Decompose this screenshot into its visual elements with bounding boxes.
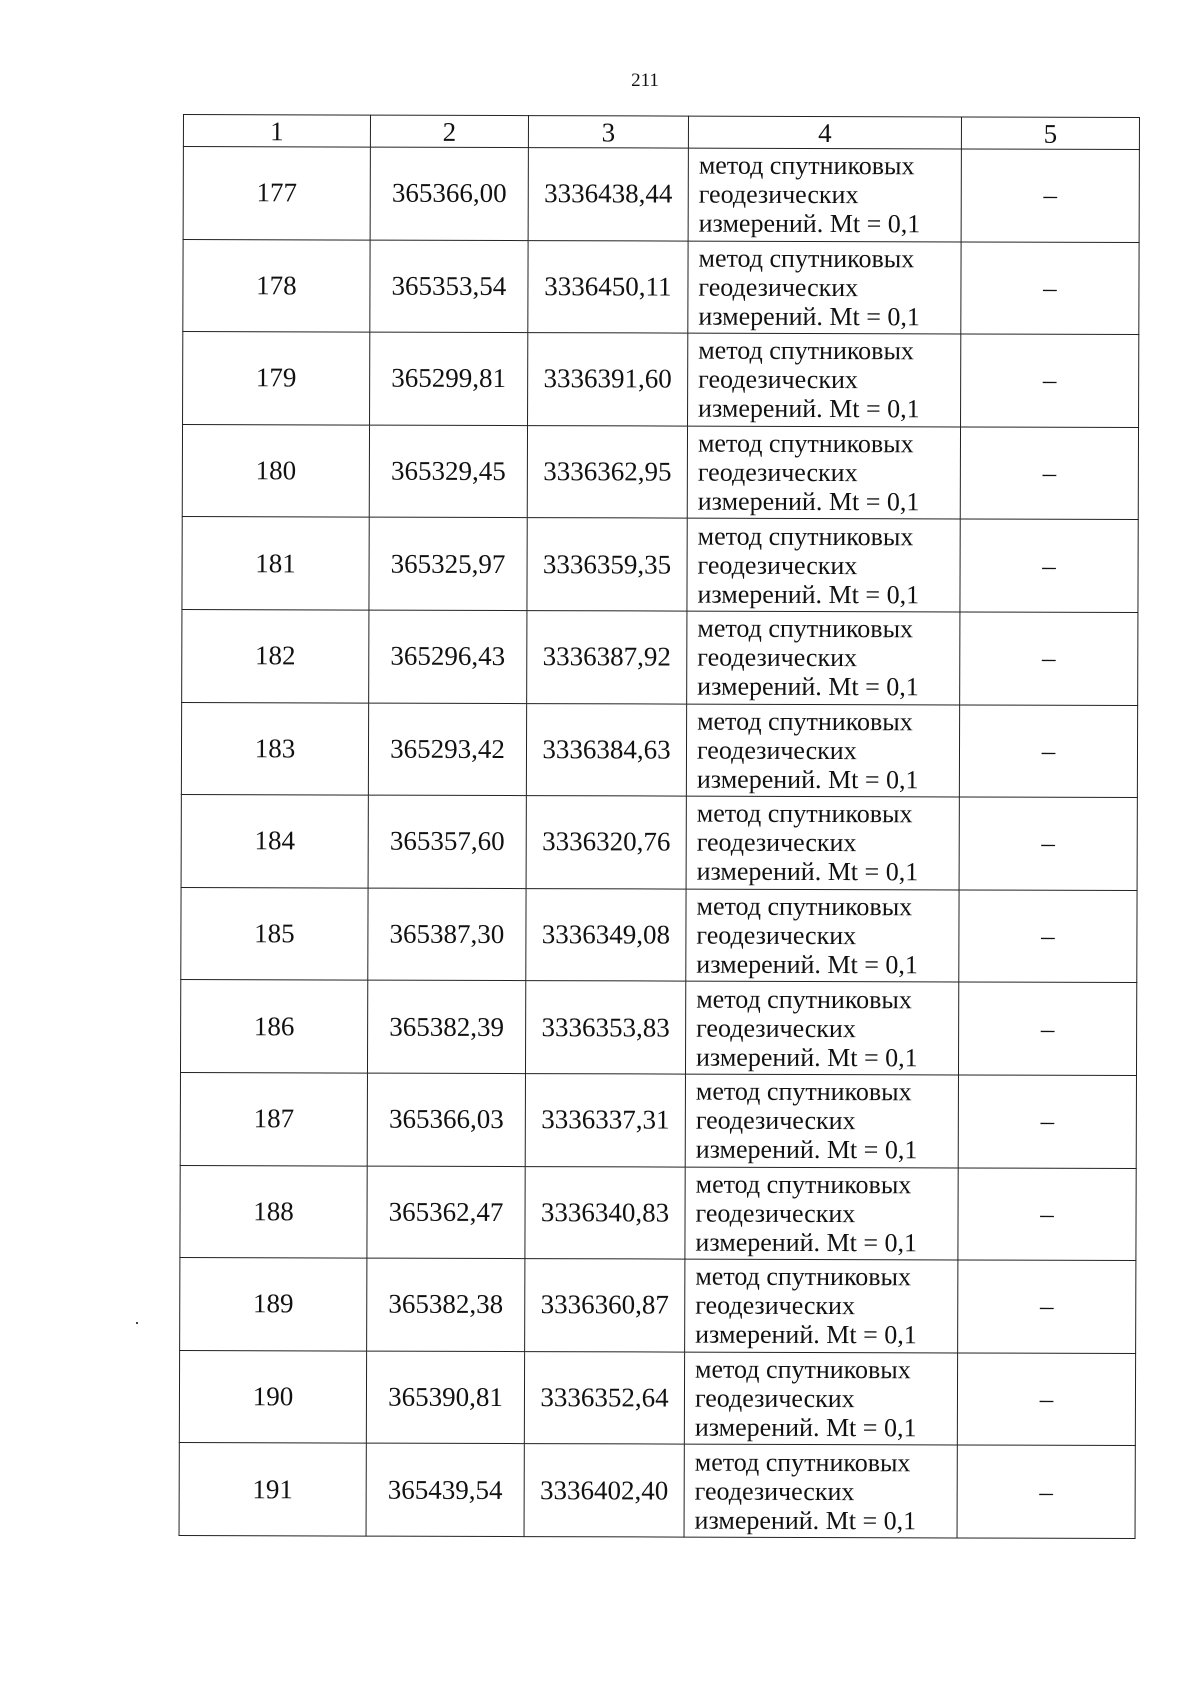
y-coordinate-cell: 3336349,08 bbox=[526, 888, 686, 981]
x-coordinate-cell: 365439,54 bbox=[366, 1443, 524, 1536]
method-line: измерений. Mt = 0,1 bbox=[696, 949, 918, 980]
header-col-1: 1 bbox=[183, 115, 370, 148]
method-line: геодезических bbox=[696, 920, 857, 951]
y-coordinate-cell: 3336360,87 bbox=[525, 1259, 685, 1352]
x-coordinate-cell: 365293,42 bbox=[368, 703, 526, 796]
y-coordinate-cell: 3336320,76 bbox=[526, 796, 686, 889]
point-number-cell: 188 bbox=[180, 1165, 367, 1258]
method-line: геодезических bbox=[697, 550, 858, 580]
y-coordinate-cell: 3336340,83 bbox=[525, 1166, 685, 1259]
x-coordinate-cell: 365299,81 bbox=[370, 332, 528, 425]
x-coordinate-cell: 365357,60 bbox=[368, 795, 526, 888]
point-number-cell: 186 bbox=[180, 980, 367, 1073]
scan-speck bbox=[136, 1322, 138, 1324]
note-cell: – bbox=[960, 519, 1138, 612]
x-coordinate-cell: 365362,47 bbox=[367, 1166, 525, 1259]
x-coordinate-cell: 365325,97 bbox=[369, 517, 527, 610]
note-cell: – bbox=[958, 1260, 1136, 1353]
method-line: метод спутниковых bbox=[696, 891, 913, 922]
y-coordinate-cell: 3336352,64 bbox=[524, 1351, 684, 1444]
method-cell bbox=[687, 426, 960, 519]
method-line: геодезических bbox=[694, 1476, 855, 1506]
note-cell: – bbox=[958, 1167, 1136, 1260]
x-coordinate-cell: 365366,03 bbox=[367, 1073, 525, 1166]
point-number-cell: 183 bbox=[181, 702, 368, 795]
method-line: метод спутниковых bbox=[696, 984, 912, 1014]
y-coordinate-cell: 3336450,11 bbox=[528, 240, 688, 333]
method-line: метод спутниковых bbox=[698, 150, 915, 181]
note-cell: – bbox=[961, 149, 1139, 242]
method-line: измерений. Mt = 0,1 bbox=[698, 301, 921, 332]
table-row bbox=[180, 1165, 1136, 1261]
point-number-cell: 189 bbox=[180, 1258, 367, 1351]
method-cell bbox=[685, 1259, 958, 1352]
note-cell: – bbox=[960, 427, 1138, 520]
table-row bbox=[182, 424, 1138, 520]
note-cell: – bbox=[959, 797, 1137, 890]
method-cell bbox=[687, 518, 960, 611]
x-coordinate-cell: 365382,39 bbox=[367, 980, 525, 1073]
note-cell: – bbox=[959, 890, 1137, 983]
method-line: измерений. Mt = 0,1 bbox=[697, 486, 920, 517]
table-header bbox=[183, 115, 1139, 150]
method-line: метод спутниковых bbox=[697, 613, 914, 644]
table-body bbox=[179, 147, 1139, 1539]
method-line: измерений. Mt = 0,1 bbox=[697, 579, 920, 609]
x-coordinate-cell: 365329,45 bbox=[369, 425, 527, 518]
y-coordinate-cell: 3336438,44 bbox=[528, 148, 688, 241]
x-coordinate-cell: 365366,00 bbox=[370, 147, 528, 240]
y-coordinate-cell: 3336387,92 bbox=[527, 611, 687, 704]
header-row bbox=[183, 115, 1139, 150]
method-cell bbox=[688, 241, 961, 334]
method-line: метод спутниковых bbox=[697, 428, 914, 459]
table-row bbox=[181, 887, 1137, 983]
point-number-cell: 185 bbox=[181, 887, 368, 980]
method-line: метод спутниковых bbox=[695, 1354, 911, 1385]
method-cell bbox=[684, 1352, 957, 1445]
method-line: измерений. Mt = 0,1 bbox=[696, 857, 919, 887]
method-cell bbox=[685, 1167, 958, 1260]
y-coordinate-cell: 3336384,63 bbox=[526, 703, 686, 796]
x-coordinate-cell: 365387,30 bbox=[368, 888, 526, 981]
table-row bbox=[181, 795, 1137, 891]
method-line: геодезических bbox=[697, 642, 858, 673]
point-number-cell: 187 bbox=[180, 1072, 367, 1165]
method-cell bbox=[685, 981, 958, 1074]
table-row bbox=[183, 239, 1139, 335]
method-line: измерений. Mt = 0,1 bbox=[698, 394, 920, 424]
note-cell: – bbox=[957, 1445, 1135, 1538]
point-number-cell: 180 bbox=[182, 424, 369, 517]
method-line: метод спутниковых bbox=[697, 706, 913, 737]
x-coordinate-cell: 365353,54 bbox=[370, 240, 528, 333]
method-line: метод спутниковых bbox=[695, 1169, 912, 1200]
method-cell bbox=[688, 148, 961, 241]
method-cell bbox=[684, 1444, 957, 1537]
note-cell: – bbox=[961, 242, 1139, 335]
header-col-4: 4 bbox=[688, 116, 961, 149]
method-line: метод спутниковых bbox=[698, 243, 915, 274]
method-line: геодезических bbox=[696, 1013, 856, 1043]
note-cell: – bbox=[959, 705, 1137, 798]
method-cell bbox=[687, 611, 960, 704]
x-coordinate-cell: 365382,38 bbox=[367, 1258, 525, 1351]
method-line: метод спутниковых bbox=[696, 799, 913, 829]
method-line: геодезических bbox=[695, 1105, 856, 1136]
method-line: геодезических bbox=[695, 1198, 856, 1228]
method-line: измерений. Mt = 0,1 bbox=[696, 764, 919, 795]
method-line: геодезических bbox=[695, 1291, 856, 1321]
header-col-3: 3 bbox=[528, 116, 688, 149]
method-line: измерений. Mt = 0,1 bbox=[695, 1134, 918, 1165]
y-coordinate-cell: 3336359,35 bbox=[527, 518, 687, 611]
table-row bbox=[180, 1258, 1136, 1354]
method-line: измерений. Mt = 0,1 bbox=[695, 1227, 918, 1258]
method-line: измерений. Mt = 0,1 bbox=[695, 1320, 917, 1350]
table-row bbox=[179, 1350, 1135, 1446]
method-line: метод спутниковых bbox=[695, 1076, 912, 1107]
table-row bbox=[182, 609, 1138, 705]
point-number-cell: 181 bbox=[182, 517, 369, 610]
table-row bbox=[182, 517, 1138, 613]
method-line: метод спутниковых bbox=[695, 1262, 912, 1292]
method-line: геодезических bbox=[696, 735, 857, 765]
table-row bbox=[181, 702, 1137, 798]
point-number-cell: 177 bbox=[183, 147, 370, 240]
point-number-cell: 190 bbox=[179, 1350, 366, 1443]
method-line: геодезических bbox=[697, 457, 858, 488]
y-coordinate-cell: 3336353,83 bbox=[525, 981, 685, 1074]
method-cell bbox=[686, 796, 959, 889]
point-number-cell: 179 bbox=[183, 332, 370, 425]
table-row bbox=[183, 147, 1139, 243]
point-number-cell: 182 bbox=[182, 609, 369, 702]
table-row bbox=[180, 1072, 1136, 1168]
point-number-cell: 191 bbox=[179, 1443, 366, 1536]
method-line: геодезических bbox=[698, 179, 859, 210]
header-col-5: 5 bbox=[961, 117, 1139, 150]
method-line: измерений. Mt = 0,1 bbox=[694, 1505, 917, 1535]
coordinates-table bbox=[179, 114, 1140, 1539]
note-cell: – bbox=[957, 1353, 1135, 1446]
table-row bbox=[183, 332, 1139, 428]
y-coordinate-cell: 3336402,40 bbox=[524, 1444, 684, 1537]
note-cell: – bbox=[958, 982, 1136, 1075]
header-col-2: 2 bbox=[370, 115, 528, 147]
point-number-cell: 184 bbox=[181, 795, 368, 888]
method-cell bbox=[685, 1074, 958, 1167]
page-number: 211 bbox=[631, 70, 659, 91]
note-cell: – bbox=[958, 1075, 1136, 1168]
x-coordinate-cell: 365390,81 bbox=[366, 1351, 524, 1444]
y-coordinate-cell: 3336337,31 bbox=[525, 1074, 685, 1167]
method-cell bbox=[686, 704, 959, 797]
x-coordinate-cell: 365296,43 bbox=[369, 610, 527, 703]
method-line: измерений. Mt = 0,1 bbox=[695, 1042, 918, 1072]
method-line: метод спутниковых bbox=[698, 336, 915, 366]
method-line: метод спутниковых bbox=[694, 1447, 911, 1477]
method-line: измерений. Mt = 0,1 bbox=[698, 208, 921, 239]
method-line: геодезических bbox=[698, 365, 858, 395]
point-number-cell: 178 bbox=[183, 239, 370, 332]
method-line: геодезических bbox=[694, 1383, 855, 1414]
method-cell bbox=[686, 889, 959, 982]
y-coordinate-cell: 3336391,60 bbox=[528, 333, 688, 426]
note-cell: – bbox=[960, 612, 1138, 705]
method-line: измерений. Mt = 0,1 bbox=[697, 671, 919, 702]
method-line: измерений. Mt = 0,1 bbox=[694, 1412, 917, 1443]
note-cell: – bbox=[961, 334, 1139, 427]
method-line: метод спутниковых bbox=[697, 521, 914, 551]
method-line: геодезических bbox=[698, 272, 859, 303]
method-cell bbox=[688, 333, 961, 426]
y-coordinate-cell: 3336362,95 bbox=[527, 425, 687, 518]
table-row bbox=[179, 1443, 1135, 1539]
method-line: геодезических bbox=[696, 828, 857, 858]
table-row bbox=[180, 980, 1136, 1076]
